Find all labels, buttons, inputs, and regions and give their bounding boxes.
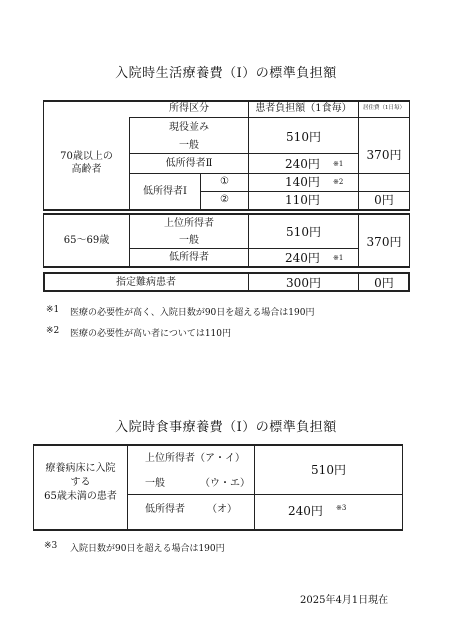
note1-text: 医療の必要性が高く、入院日数が90日を超える場合は190円 — [70, 308, 315, 318]
note3-mark: ※3 — [44, 541, 58, 551]
designated-label: 指定難病患者 — [116, 277, 176, 288]
row-active: 現役並み — [169, 122, 209, 133]
section2-title: 入院時食事療養費（Ⅰ）の標準負担額 — [115, 420, 337, 435]
header-patient: 患者負担額（1食毎） — [255, 103, 352, 114]
residence65-370: 370円 — [366, 235, 402, 249]
effective-date: 2025年4月1日現在 — [300, 595, 389, 606]
designated-amount: 300円 — [286, 276, 321, 290]
table2-row-low: 低所得者 — [145, 504, 185, 515]
table2-group-line3: 65歳未満の患者 — [44, 491, 117, 502]
table2-row-general: 一般 — [145, 478, 165, 489]
group70-label-line2: 高齢者 — [71, 164, 102, 175]
row65-general: 一般 — [179, 235, 199, 246]
note2-text: 医療の必要性が高い者については110円 — [70, 329, 231, 339]
note2-mark: ※2 — [46, 326, 60, 336]
table2-group-line1: 療養病床に入院 — [45, 463, 116, 474]
amount65-510: 510円 — [286, 225, 321, 239]
table2-amount-240: 240円 — [288, 504, 323, 518]
mark-note1: ※1 — [333, 160, 344, 168]
header-income: 所得区分 — [169, 103, 209, 114]
table2-group-line2: する — [70, 477, 91, 488]
low1-sub2: ② — [220, 194, 229, 205]
row65-upper: 上位所得者 — [164, 218, 214, 229]
mark-note2: ※2 — [333, 178, 344, 186]
table2-mark-note3: ※3 — [336, 504, 347, 512]
note1-mark: ※1 — [46, 305, 60, 315]
low1-sub1: ① — [220, 176, 229, 187]
table2-row-low-code: （オ） — [207, 504, 237, 515]
amount-110: 110円 — [285, 193, 320, 207]
table2-amount-510: 510円 — [311, 463, 346, 477]
header-residence: 居住費（1日毎） — [363, 105, 405, 111]
row-low2: 低所得者Ⅱ — [165, 158, 213, 169]
amount-240: 240円 — [285, 157, 320, 171]
designated-residence: 0円 — [374, 276, 394, 290]
amount-510: 510円 — [286, 130, 321, 144]
group70-label-line1: 70歳以上の — [60, 151, 113, 162]
table2-row-general-code: （ウ・エ） — [200, 478, 250, 489]
section1-title: 入院時生活療養費（Ⅰ）の標準負担額 — [115, 66, 337, 81]
row-low1: 低所得者Ⅰ — [143, 186, 187, 197]
residence-370: 370円 — [366, 148, 402, 162]
table2-row-upper: 上位所得者（ア・イ） — [145, 453, 245, 464]
note3-text: 入院日数が90日を超える場合は190円 — [70, 544, 225, 554]
amount65-240: 240円 — [285, 251, 320, 265]
group65-label: 65～69歳 — [63, 235, 110, 246]
mark65-note1: ※1 — [333, 254, 344, 262]
amount-140: 140円 — [285, 175, 320, 189]
row-general: 一般 — [179, 140, 199, 151]
row65-low: 低所得者 — [169, 252, 209, 263]
residence-0: 0円 — [374, 193, 394, 207]
